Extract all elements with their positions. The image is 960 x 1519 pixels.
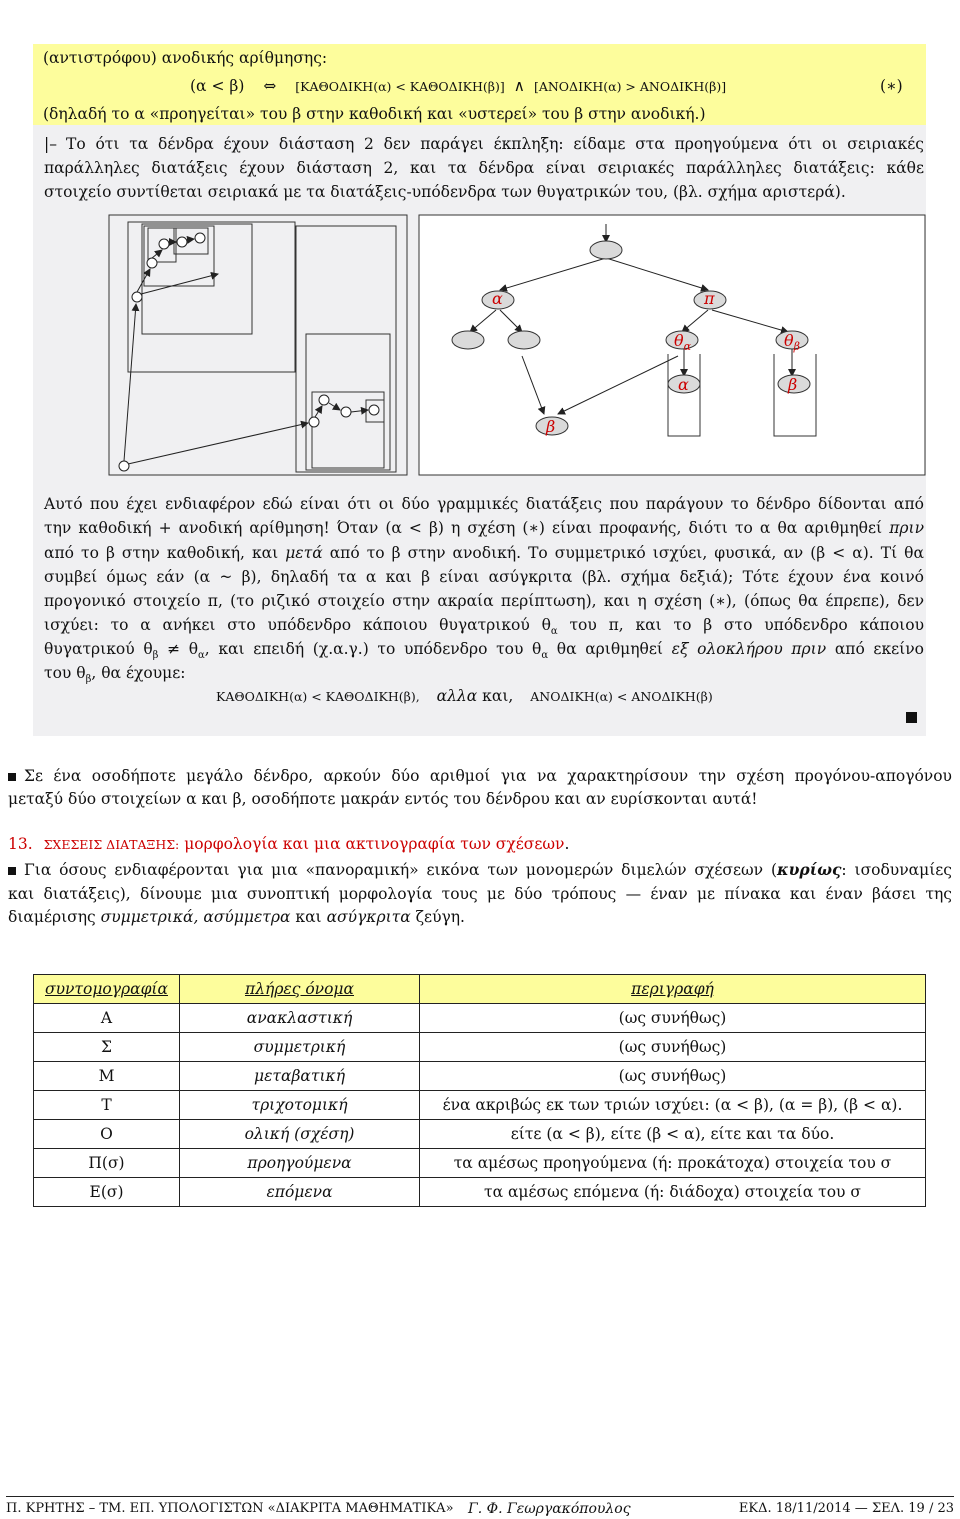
tree-node-root	[590, 241, 622, 259]
header-fullname: πλήρες όνομα	[180, 975, 420, 1004]
formula-ascending: [ΑΝΟΔΙΚΗ(α) > ΑΝΟΔΙΚΗ(β)]	[533, 79, 727, 94]
table-row: Ο ολική (σχέση) είτε (α < β), είτε (β < α), είτε και τα δύο.	[34, 1120, 926, 1149]
section-line-2: και διατάξεις), δίνουμε μια συνοπτική μορφολογία τους με δύο τρόπους — έναν με πίνακα και έναν βάσει της	[8, 885, 952, 903]
final-and: και,	[482, 687, 514, 705]
node-8	[341, 407, 351, 417]
label-theta-a: $\theta_\alpha$	[674, 331, 692, 353]
box-f	[296, 226, 396, 472]
intro-explanation: (δηλαδή το α «προηγείται» του β στην καθοδική και «υστερεί» του β στην ανοδική.)	[43, 105, 706, 123]
iff-symbol: ⇔	[263, 77, 277, 95]
discussion-line-3: από το β στην καθοδική, και μετά από το β στην ανοδική. Το συμμετρικό ισχύει, φυσικά, αν (β < α). Τί θα	[44, 544, 924, 562]
relations-table	[33, 974, 926, 1207]
tree-node-mid	[508, 331, 540, 349]
final-but: αλλα	[436, 687, 478, 705]
bullet-icon	[8, 867, 16, 875]
node-9	[369, 405, 379, 415]
table-header-row	[34, 975, 926, 1004]
node-2	[147, 258, 157, 268]
section-title-rest: μορφολογία και μια ακτινογραφία των σχέσεων	[184, 835, 565, 853]
footer-left: Π. ΚΡΗΤΗΣ – ΤΜ. ΕΠ. ΥΠΟΛΟΓΙΣΤΩΝ «ΔΙΑΚΡΙΤΑ ΜΑΘΗΜΑΤΙΚΑ»	[6, 1501, 454, 1516]
final-descending: ΚΑΘΟΔΙΚΗ(α) < ΚΑΘΟΔΙΚΗ(β),	[216, 689, 420, 704]
table-row: Α ανακλαστική (ως συνήθως)	[34, 1004, 926, 1033]
node-6	[309, 417, 319, 427]
label-a: α	[492, 289, 503, 308]
star-label: (∗)	[880, 77, 903, 95]
note-line-2: παράλληλες διατάξεις έχουν διάσταση 2, και τα δένδρα είναι σειριακές παράλληλες διατάξεις: κάθε	[44, 159, 924, 177]
node-root	[119, 461, 129, 471]
page-footer	[6, 1496, 954, 1517]
table-row: Ε(σ) επόμενα τα αμέσως επόμενα (ή: διάδοχα) στοιχεία του σ	[34, 1178, 926, 1207]
discussion-line-6: ισχύει: το α ανήκει στο υπόδενδρο κάποιου θυγατρικού $\theta_\alpha$ του π, και το β στο υπόδενδρο κάποιου	[44, 616, 924, 638]
formula	[190, 76, 726, 97]
footer-author: Γ. Φ. Γεωργακόπουλος	[468, 1501, 631, 1517]
node-4	[177, 237, 187, 247]
bullet-line-1: Σε ένα οσοδήποτε μεγάλο δένδρο, αρκούν δύο αριθμοί για να χαρακτηρίσουν την σχέση προγόνου-απογόνου	[8, 764, 952, 788]
label-pi: π	[704, 289, 715, 308]
section-line-3: διαμέρισης συμμετρικά, ασύμμετρα και ασύγκριτα ζεύγη.	[8, 908, 465, 926]
nested-boxes-diagram	[108, 214, 408, 476]
label-a2: α	[678, 375, 689, 394]
box-g	[306, 334, 390, 470]
section-heading: 13. ΣΧΕΣΕΙΣ ΔΙΑΤΑΞΗΣ: μορφολογία και μια ακτινογραφία των σχέσεων.	[8, 835, 570, 853]
discussion-line-8: του $\theta_\beta$, θα έχουμε:	[44, 664, 186, 686]
table-row: Π(σ) προηγούμενα τα αμέσως προηγούμενα (ή: προκάτοχα) στοιχεία του σ	[34, 1149, 926, 1178]
discussion-line-4: συμβεί όμως εάν (α ~ β), δηλαδή τα α και β είναι ασύγκριτα (βλ. σχήμα δεξιά); Τότε έχουν ένα κοινό	[44, 568, 924, 586]
discussion-line-1: Αυτό που έχει ενδιαφέρον εδώ είναι ότι οι δύο γραμμικές διατάξεις που παράγουν το δένδρο δίδονται από	[44, 495, 924, 513]
intro-line: (αντιστρόφου) ανοδικής αρίθμησης:	[43, 49, 328, 67]
table-row: Σ συμμετρική (ως συνήθως)	[34, 1033, 926, 1062]
section-title-caps: ΣΧΕΣΕΙΣ ΔΙΑΤΑΞΗΣ:	[43, 837, 180, 852]
node-7	[319, 395, 329, 405]
and-symbol: ∧	[513, 77, 526, 95]
node-1	[132, 292, 142, 302]
note-line-1: Το ότι τα δένδρα έχουν διάσταση 2 δεν παράγει έκπληξη: είδαμε στα προηγούμενα ότι οι σειριακές	[66, 135, 924, 153]
tree-node-left	[452, 331, 484, 349]
discussion-line-5: προγονικό στοιχείο π, (το ριζικό στοιχείο στην ακραία περίπτωση), και η σχέση (∗), (όπως θα έπρεπε), δεν	[44, 592, 924, 610]
footer-right: ΕΚΔ. 18/11/2014 — ΣΕΛ. 19 / 23	[738, 1501, 954, 1516]
section-number: 13.	[8, 835, 33, 853]
ancestor-tree-diagram	[418, 214, 926, 476]
note-line-3: στοιχείο συντίθεται σειριακά με τα διατάξεις-υπόδενδρα των θυγατρικών του, (βλ. σχήμα αριστερά).	[44, 183, 846, 201]
label-b2: β	[788, 375, 798, 394]
node-3	[159, 239, 169, 249]
discussion-line-7: θυγατρικού $\theta_\beta \ne \theta_\alpha$, και επειδή (χ.α.γ.) το υπόδενδρο του $\theta_\alpha$ θα αριθμηθεί εξ ολοκλήρου πριν από εκείνο	[44, 640, 925, 662]
outer-box	[109, 215, 407, 475]
formula-left: (α < β)	[190, 77, 245, 95]
label-theta-b: $\theta_\beta$	[784, 331, 800, 353]
header-description: περιγραφή	[420, 975, 926, 1004]
note-marker: |–	[44, 135, 57, 153]
table-row: Μ μεταβατική (ως συνήθως)	[34, 1062, 926, 1091]
node-5	[195, 233, 205, 243]
formula-descending: [ΚΑΘΟΔΙΚΗ(α) < ΚΑΘΟΔΙΚΗ(β)]	[295, 79, 505, 94]
section-line-1: Για όσους ενδιαφέρονται για μια «πανοραμική» εικόνα των μονομερών διμελών σχέσεων (κυρίως: ισοδυναμίες	[8, 858, 952, 882]
discussion-line-2: την καθοδική + ανοδική αρίθμηση! Όταν (α < β) η σχέση (∗) είναι προφανής, διότι το α θα αριθμηθεί πριν	[44, 519, 924, 537]
bullet-icon	[8, 773, 16, 781]
final-ascending: ΑΝΟΔΙΚΗ(α) < ΑΝΟΔΙΚΗ(β)	[530, 689, 713, 704]
header-abbrev: συντομογραφία	[34, 975, 180, 1004]
end-of-proof-square	[906, 712, 917, 723]
box-a	[128, 222, 295, 372]
label-b3: β	[546, 417, 556, 436]
table-row: Τ τριχοτομική ένα ακριβώς εκ των τριών ισχύει: (α < β), (α = β), (β < α).	[34, 1091, 926, 1120]
bullet-line-2: μεταξύ δύο στοιχείων α και β, οσοδήποτε μακράν εντός του δένδρου και αν ευρίσκονται αυτά!	[8, 790, 758, 808]
final-relation	[216, 686, 713, 707]
